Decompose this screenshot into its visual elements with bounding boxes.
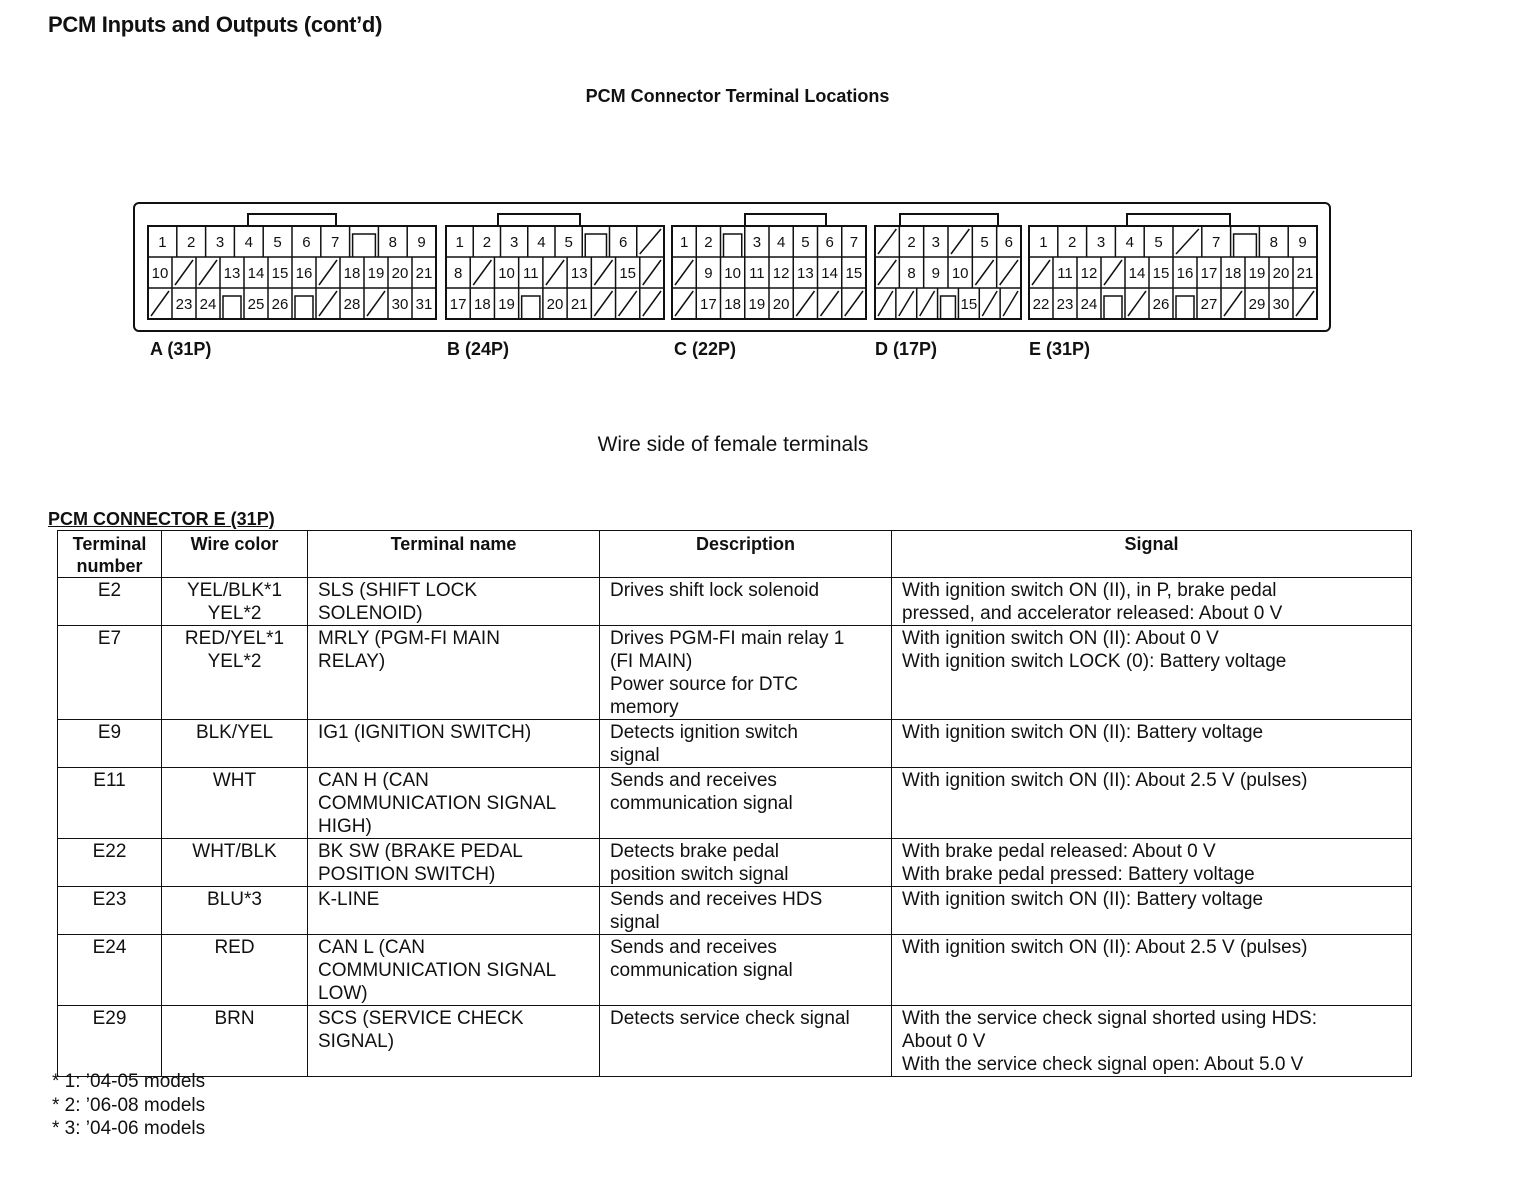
terminal-number-label: 12 <box>1080 265 1098 282</box>
terminal-number-label: 20 <box>391 265 409 282</box>
unused-terminal <box>1224 291 1242 316</box>
table-row <box>58 720 1412 768</box>
terminal-name: IG1 (IGNITION SWITCH) <box>308 720 600 768</box>
terminal-number-label: 21 <box>570 296 588 313</box>
terminal-number-label: 23 <box>1056 296 1074 313</box>
signal: With ignition switch ON (II): Battery voltage <box>892 887 1412 935</box>
unused-terminal <box>640 229 661 254</box>
terminal-number-label: 3 <box>752 234 762 251</box>
terminal-number-label: 16 <box>295 265 313 282</box>
terminal-number-label: 1 <box>679 234 689 251</box>
terminal-number-label: 29 <box>1248 296 1266 313</box>
terminal-number-label: 19 <box>1248 265 1266 282</box>
connector-a-label: A (31P) <box>150 339 212 359</box>
terminal-number-label: 12 <box>772 265 790 282</box>
terminal-number: E29 <box>58 1006 162 1077</box>
unused-terminal <box>319 260 337 285</box>
header-terminal-number: Terminal number <box>58 531 162 578</box>
unused-terminal <box>878 229 896 254</box>
unused-terminal <box>845 291 863 316</box>
unused-terminal <box>319 291 337 316</box>
table-row <box>58 1006 1412 1077</box>
terminal-number-label: 30 <box>1272 296 1290 313</box>
terminal-number-label: 5 <box>273 234 282 251</box>
description: Detects service check signal <box>600 1006 892 1077</box>
terminal-number-label: 21 <box>1296 265 1314 282</box>
terminal-number-label: 19 <box>748 296 766 313</box>
terminal-number-label: 10 <box>951 265 969 282</box>
terminal-number-label: 25 <box>247 296 265 313</box>
key-slot <box>1104 296 1122 319</box>
terminal-number-label: 3 <box>931 234 941 251</box>
terminal-number-label: 2 <box>907 234 916 251</box>
unused-terminal <box>975 260 993 285</box>
terminal-number-label: 31 <box>415 296 433 313</box>
terminal-number-label: 10 <box>151 265 169 282</box>
terminal-number-label: 27 <box>1200 296 1218 313</box>
terminal-number-label: 2 <box>1068 234 1077 251</box>
footnote: * 2: ’06-08 models <box>52 1094 206 1116</box>
unused-terminal <box>1104 260 1122 285</box>
terminal-number-label: 30 <box>391 296 409 313</box>
terminal-number-label: 3 <box>215 234 225 251</box>
unused-terminal <box>367 291 385 316</box>
connector-c-label: C (22P) <box>674 339 737 359</box>
terminal-number-label: 13 <box>570 265 588 282</box>
unused-terminal <box>175 260 193 285</box>
unused-terminal <box>473 260 491 285</box>
connector-diagram <box>0 0 1536 400</box>
terminal-number-label: 2 <box>482 234 492 251</box>
table-row <box>58 887 1412 935</box>
signal: With ignition switch ON (II): About 2.5 V (pulses) <box>892 935 1412 1006</box>
unused-terminal <box>821 291 839 316</box>
terminal-number-label: 8 <box>907 265 916 282</box>
terminal-number-label: 4 <box>1125 234 1134 251</box>
terminal-number-label: 17 <box>449 296 467 313</box>
description: Drives PGM-FI main relay 1 (FI MAIN) Power source for DTC memory <box>600 626 892 720</box>
terminal-number-label: 14 <box>1128 265 1146 282</box>
terminal-number-label: 23 <box>175 296 193 313</box>
terminal-number-label: 20 <box>772 296 790 313</box>
description: Detects brake pedal position switch signal <box>600 839 892 887</box>
terminal-number-label: 14 <box>247 265 265 282</box>
unused-terminal <box>1000 260 1018 285</box>
unused-terminal <box>643 291 661 316</box>
unused-terminal <box>1003 291 1018 316</box>
terminal-number: E11 <box>58 768 162 839</box>
terminal-number-label: 1 <box>158 234 167 251</box>
wire-color: BLK/YEL <box>162 720 308 768</box>
terminal-name: CAN H (CAN COMMUNICATION SIGNAL HIGH) <box>308 768 600 839</box>
table-row <box>58 578 1412 626</box>
terminal-name: CAN L (CAN COMMUNICATION SIGNAL LOW) <box>308 935 600 1006</box>
connector-lock-tab <box>248 214 336 226</box>
wire-color: WHT <box>162 768 308 839</box>
unused-terminal <box>151 291 169 316</box>
terminal-number-label: 16 <box>1176 265 1194 282</box>
header-description: Description <box>600 531 892 578</box>
page-title: PCM Inputs and Outputs (cont’d) <box>48 12 383 37</box>
connector-e-label: E (31P) <box>1029 339 1091 359</box>
table-row <box>58 626 1412 720</box>
terminal-number-label: 28 <box>343 296 361 313</box>
unused-terminal <box>546 260 564 285</box>
wire-color: YEL/BLK*1 YEL*2 <box>162 578 308 626</box>
wire-color: WHT/BLK <box>162 839 308 887</box>
terminal-number-label: 11 <box>749 265 765 282</box>
header-terminal-name: Terminal name <box>308 531 600 578</box>
terminal-number-label: 17 <box>700 296 717 313</box>
unused-terminal <box>878 260 896 285</box>
description: Sends and receives HDS signal <box>600 887 892 935</box>
unused-terminal <box>594 291 612 316</box>
diagram-caption: Wire side of female terminals <box>597 433 869 456</box>
terminal-number-label: 20 <box>1272 265 1290 282</box>
table-header-row <box>58 531 1412 578</box>
unused-terminal <box>594 260 612 285</box>
footnotes <box>52 1070 205 1141</box>
terminal-name: BK SW (BRAKE PEDAL POSITION SWITCH) <box>308 839 600 887</box>
footnote: * 1: ’04-05 models <box>52 1071 206 1092</box>
terminal-number-label: 18 <box>343 265 361 282</box>
terminal-number-label: 11 <box>1057 265 1073 282</box>
table-row <box>58 839 1412 887</box>
terminal-number-label: 4 <box>776 234 786 251</box>
terminal-number-label: 2 <box>704 234 713 251</box>
terminal-number-label: 10 <box>724 265 741 282</box>
terminal-number-label: 15 <box>1152 265 1170 282</box>
terminal-number-label: 4 <box>244 234 253 251</box>
terminal-number-label: 19 <box>367 265 385 282</box>
terminal-number-label: 4 <box>537 234 546 251</box>
terminal-number-label: 19 <box>498 296 515 313</box>
header-signal: Signal <box>892 531 1412 578</box>
key-slot <box>522 296 540 319</box>
terminal-number-label: 6 <box>302 234 311 251</box>
unused-terminal <box>619 291 637 316</box>
table-row <box>58 768 1412 839</box>
connector-table <box>57 530 1412 1077</box>
unused-terminal <box>675 291 693 316</box>
connector-lock-tab <box>745 214 826 226</box>
key-slot <box>941 296 956 319</box>
unused-terminal <box>1128 291 1146 316</box>
terminal-number-label: 1 <box>455 234 464 251</box>
terminal-number-label: 5 <box>1154 234 1163 251</box>
terminal-name: MRLY (PGM-FI MAIN RELAY) <box>308 626 600 720</box>
key-slot <box>724 234 742 257</box>
terminal-number-label: 13 <box>223 265 241 282</box>
signal: With ignition switch ON (II), in P, brake pedal pressed, and accelerator released: About 0 V <box>892 578 1412 626</box>
signal: With the service check signal shorted using HDS: About 0 V With the service check signal open: About 5.0 V <box>892 1006 1412 1077</box>
terminal-number-label: 13 <box>797 265 814 282</box>
terminal-number-label: 17 <box>1200 265 1218 282</box>
description: Sends and receives communication signal <box>600 768 892 839</box>
key-slot <box>295 296 313 319</box>
terminal-number: E22 <box>58 839 162 887</box>
terminal-number-label: 9 <box>1298 234 1307 251</box>
terminal-number-label: 6 <box>1004 234 1014 251</box>
table-title: PCM CONNECTOR E (31P) <box>48 509 275 529</box>
unused-terminal <box>1032 260 1050 285</box>
unused-terminal <box>899 291 914 316</box>
connector-lock-tab <box>1127 214 1230 226</box>
terminal-number-label: 5 <box>564 234 573 251</box>
terminal-number-label: 2 <box>187 234 196 251</box>
unused-terminal <box>643 260 661 285</box>
terminal-number-label: 5 <box>980 234 989 251</box>
terminal-number-label: 5 <box>801 234 810 251</box>
description: Detects ignition switch signal <box>600 720 892 768</box>
terminal-number-label: 15 <box>960 296 978 313</box>
terminal-number-label: 8 <box>388 234 397 251</box>
unused-terminal <box>675 260 693 285</box>
unused-terminal <box>796 291 814 316</box>
terminal-number-label: 10 <box>498 265 515 282</box>
key-slot <box>223 296 241 319</box>
terminal-number-label: 15 <box>271 265 289 282</box>
terminal-number-label: 9 <box>704 265 713 282</box>
unused-terminal <box>1176 229 1199 254</box>
terminal-number: E9 <box>58 720 162 768</box>
connector-b-label: B (24P) <box>447 339 510 359</box>
unused-terminal <box>199 260 217 285</box>
terminal-number-label: 14 <box>821 265 838 282</box>
terminal-number-label: 22 <box>1032 296 1050 313</box>
terminal-number-label: 15 <box>845 265 863 282</box>
terminal-number-label: 26 <box>271 296 289 313</box>
terminal-name: SCS (SERVICE CHECK SIGNAL) <box>308 1006 600 1077</box>
signal: With brake pedal released: About 0 V With brake pedal pressed: Battery voltage <box>892 839 1412 887</box>
wire-color: RED <box>162 935 308 1006</box>
terminal-number-label: 3 <box>509 234 519 251</box>
diagram-title: PCM Connector Terminal Locations <box>585 86 890 106</box>
connector-d-label: D (17P) <box>875 339 938 359</box>
unused-terminal <box>878 291 893 316</box>
terminal-number-label: 20 <box>546 296 564 313</box>
terminal-name: SLS (SHIFT LOCK SOLENOID) <box>308 578 600 626</box>
terminal-number-label: 24 <box>1080 296 1098 313</box>
terminal-number-label: 3 <box>1096 234 1106 251</box>
terminal-number-label: 26 <box>1152 296 1170 313</box>
unused-terminal <box>951 229 969 254</box>
connector-lock-tab <box>498 214 580 226</box>
terminal-number-label: 11 <box>522 265 539 282</box>
terminal-number-label: 6 <box>825 234 834 251</box>
terminal-number-label: 24 <box>199 296 217 313</box>
terminal-number-label: 18 <box>724 296 741 313</box>
unused-terminal <box>1296 291 1314 316</box>
connector-lock-tab <box>900 214 998 226</box>
signal: With ignition switch ON (II): About 2.5 V (pulses) <box>892 768 1412 839</box>
terminal-number-label: 8 <box>1269 234 1278 251</box>
signal: With ignition switch ON (II): About 0 V With ignition switch LOCK (0): Battery voltage <box>892 626 1412 720</box>
terminal-number: E7 <box>58 626 162 720</box>
wire-color: BLU*3 <box>162 887 308 935</box>
terminal-number-label: 18 <box>473 296 491 313</box>
table-row <box>58 935 1412 1006</box>
wire-color: RED/YEL*1 YEL*2 <box>162 626 308 720</box>
wire-color: BRN <box>162 1006 308 1077</box>
key-slot <box>1176 296 1194 319</box>
unused-terminal <box>920 291 935 316</box>
terminal-number-label: 15 <box>619 265 637 282</box>
terminal-number-label: 9 <box>931 265 941 282</box>
key-slot <box>1234 234 1257 257</box>
terminal-number-label: 8 <box>453 265 463 282</box>
terminal-number-label: 9 <box>417 234 426 251</box>
terminal-number-label: 7 <box>1212 234 1221 251</box>
key-slot <box>585 234 606 257</box>
signal: With ignition switch ON (II): Battery voltage <box>892 720 1412 768</box>
terminal-name: K-LINE <box>308 887 600 935</box>
terminal-number-label: 18 <box>1224 265 1242 282</box>
terminal-number-label: 6 <box>618 234 628 251</box>
terminal-number-label: 7 <box>849 234 859 251</box>
description: Drives shift lock solenoid <box>600 578 892 626</box>
key-slot <box>353 234 376 257</box>
footnote: * 3: ’04-06 models <box>52 1118 206 1139</box>
terminal-number: E23 <box>58 887 162 935</box>
terminal-number-label: 21 <box>415 265 433 282</box>
terminal-number-label: 1 <box>1039 234 1048 251</box>
terminal-number-label: 7 <box>331 234 340 251</box>
terminal-number: E24 <box>58 935 162 1006</box>
description: Sends and receives communication signal <box>600 935 892 1006</box>
unused-terminal <box>982 291 997 316</box>
terminal-number: E2 <box>58 578 162 626</box>
header-wire-color: Wire color <box>162 531 308 578</box>
